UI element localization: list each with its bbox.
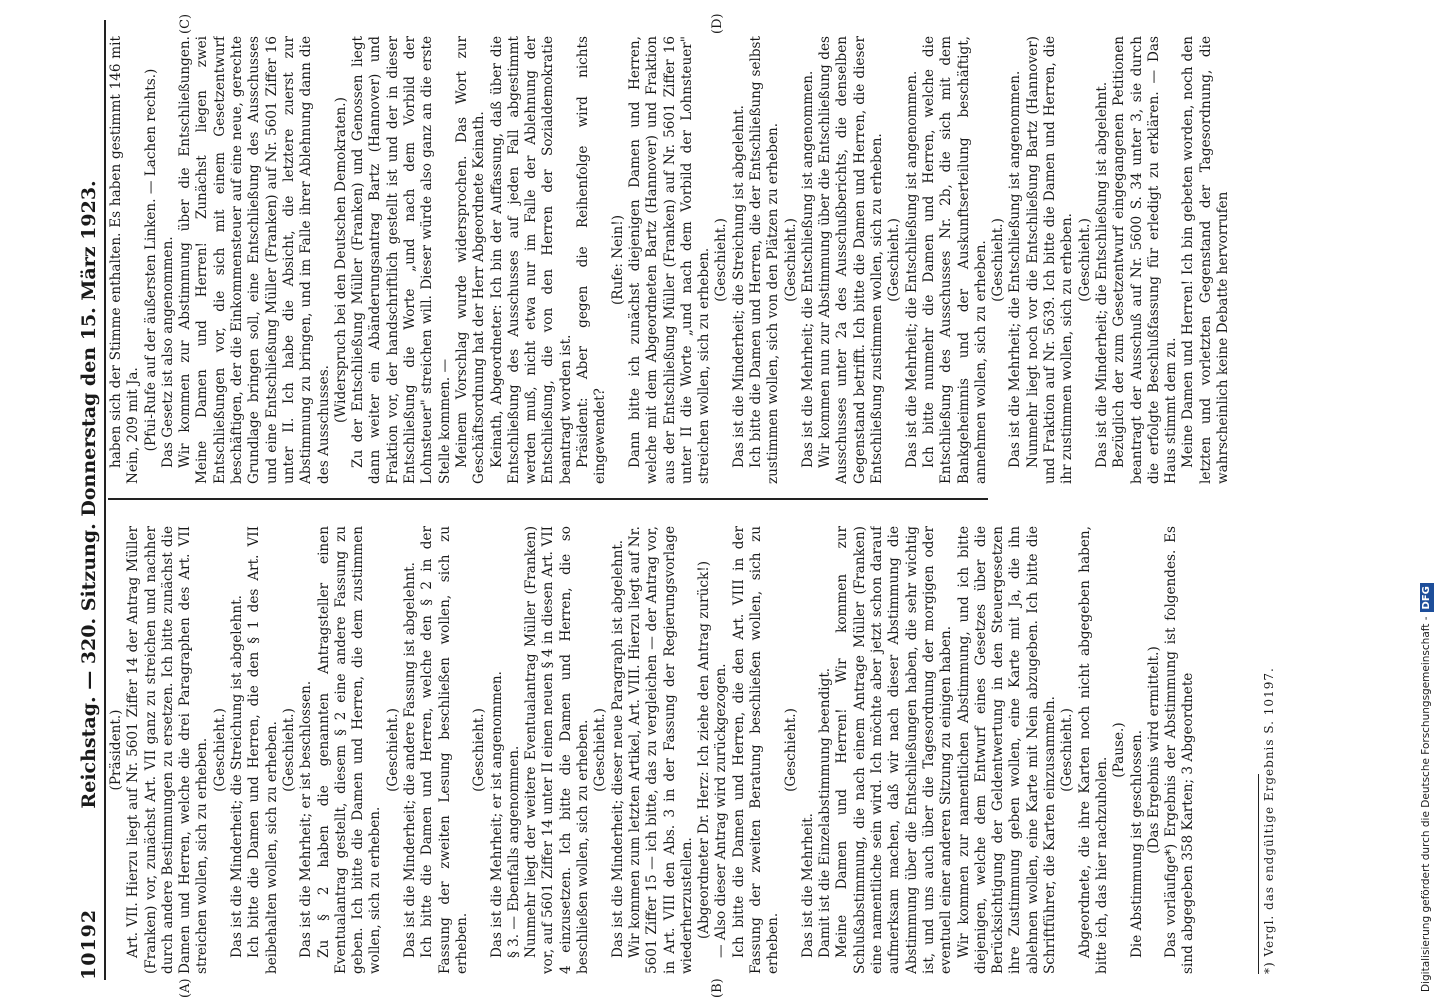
paragraph: Das ist die Minderheit; die andere Fassung ist abgelehnt.: [402, 562, 419, 958]
paragraph: Das ist die Minderheit; die Entschließung ist abgelehnt.: [1093, 81, 1110, 468]
paragraph: (Widerspruch bei den Deutschen Demokraten.): [332, 97, 349, 423]
paragraph: (Geschieht.): [211, 708, 228, 792]
paragraph: (Geschieht.): [592, 708, 609, 792]
paragraph: (Pause.): [1111, 722, 1128, 778]
page-header: [60, 20, 106, 980]
paragraph: Wir kommen zum letzten Artikel, Art. VIII. Hierzu liegt auf Nr. 5601 Ziffer 15 — ich bitte, das zu vergleichen — der Antrag vor, in Art. VIII den Abs. 3 in der Fassung der Regierungsvorlage wiederherzustellen.: [626, 526, 695, 974]
paragraph: (Geschieht.): [782, 218, 799, 302]
paragraph: Meine Damen und Herren! Ich bin gebeten worden, noch den letzten und vorletzten Gegenstand der Tagesordnung, die wahrscheinlich keine Debatte hervorrufen: [1180, 36, 1231, 484]
paragraph: Das ist die Mehrheit; die Entschließung ist angenommen.: [799, 70, 816, 468]
margin-marker-b: (B): [710, 978, 725, 998]
paragraph: Art. VII. Hierzu liegt auf Nr. 5601 Ziffer 14 der Antrag Müller (Franken) vor, zunächst Art. VII ganz zu streichen und nachher durch andere Bestimmungen zu ersetzen. Ich bitte zunächst die Damen und Herren, welche die drei Paragraphen des Art. VII streichen wollen, sich zu erheben.: [125, 526, 211, 974]
paragraph: (Geschieht.): [384, 708, 401, 792]
paragraph: (Geschieht.): [471, 708, 488, 792]
running-title: Reichstag. — 320. Sitzung. Donnerstag den 15. März 1923.: [78, 180, 100, 809]
paragraph: Das ist die Mehrheit; die Entschließung ist angenommen.: [903, 70, 920, 468]
paragraph: Wir kommen zur Abstimmung über die Entschließungen. Meine Damen und Herren! Zunächst liegen zwei Entschließungen vor, die sich mit einem Gesetzentwurf beschäftigen, der die Einkommensteuer auf eine neue, gerechte Grundlage bringen soll, eine Entschließung des Ausschusses und eine Entschließung Müller (Franken) auf Nr. 5601 Ziffer 16 unter II. Ich habe die Absicht, die letztere zuerst zur Abstimmung zu bringen, und im Falle ihrer Ablehnung dann die des Ausschusses.: [177, 36, 332, 484]
digitization-credit: [1418, 8, 1434, 992]
paragraph: (Rufe: Nein!): [609, 214, 626, 306]
paragraph: Das ist die Mehrheit; die Entschließung ist angenommen.: [1007, 70, 1024, 468]
paragraph: haben sich der Stimme enthalten. Es haben gestimmt 146 mit Nein, 209 mit Ja.: [108, 36, 142, 484]
paragraph: Ich bitte nunmehr die Damen und Herren, welche die Entschließung des Ausschusses Nr. 2b, die sich mit dem Bankgeheimnis und der Auskunftserteilung beschäftigt, annehmen wollen, sich zu erheben.: [920, 36, 989, 484]
paragraph: Dann bitte ich zunächst diejenigen Damen und Herren, welche mit dem Abgeordneten Bartz (Hannover) und Fraktion aus der Entschließung Müller (Franken) auf Nr. 5601 Ziffer 16 unter II die Worte „und nach dem Vorbild der Lohnsteuer" streichen wollen, sich zu erheben.: [626, 36, 713, 484]
paragraph: Das vorläufige*) Ergebnis der Abstimmung ist folgendes. Es sind abgegeben 358 Karten; 3 Abgeordnete: [1163, 526, 1197, 974]
paragraph: Das ist die Minderheit; dieser neue Paragraph ist abgelehnt.: [609, 539, 626, 958]
paragraph: Nunmehr liegt noch vor die Entschließung Bartz (Hannover) und Fraktion auf Nr. 5639. Ich bitte die Damen und Herren, die ihr zustimmen wollen, sich zu erheben.: [1024, 36, 1076, 484]
margin-marker-d: (D): [710, 13, 725, 34]
paragraph: Das ist die Minderheit; die Streichung ist abgelehnt.: [229, 595, 246, 958]
paragraph: Das ist die Mehrheit.: [799, 813, 816, 958]
margin-marker-c: (C): [178, 13, 193, 34]
paragraph: (Das Ergebnis wird ermittelt.): [1145, 646, 1162, 854]
left-column: [108, 526, 1286, 974]
paragraph: Das ist die Mehrheit; er ist beschlossen.: [298, 680, 315, 958]
dfg-logo: DFG: [1420, 583, 1434, 612]
paragraph: Ich bitte die Damen und Herren, die der Entschließung selbst zustimmen wollen, sich von den Plätzen zu erheben.: [747, 36, 782, 484]
paragraph: Das ist die Minderheit; die Streichung ist abgelehnt.: [730, 105, 747, 468]
paragraph: Bezüglich der zum Gesetzentwurf eingegangenen Petitionen beantragt der Ausschuß auf Nr. 5600 S. 34 unter 3, sie durch die erfolgte Beschlußfassung für erledigt zu erklären. — Das Haus stimmt dem zu.: [1111, 36, 1180, 484]
paragraph: (Geschieht.): [280, 708, 297, 792]
paragraph: (Präsident.): [108, 709, 124, 791]
paragraph: Zu der Entschließung Müller (Franken) und Genossen liegt dann weiter ein Abänderungsantrag Bartz (Hannover) und Fraktion vor, der handschriftlich gestellt ist und der in dieser Entschließung die Worte „und nach dem Vorbild der Lohnsteuer" streichen will. Dieser würde also ganz an die erste Stelle kommen. —: [350, 36, 453, 484]
paragraph: Ich bitte die Damen und Herren, die den § 1 des Art. VII beibehalten wollen, sich zu erheben.: [246, 526, 280, 974]
paragraph: Ich bitte die Damen und Herren, welche den § 2 in der Fassung der zweiten Lesung beschließen wollen, sich zu erheben.: [419, 526, 470, 974]
document-page: [50, 0, 1350, 1000]
paragraph: — Also dieser Antrag wird zurückgezogen.: [713, 663, 730, 958]
paragraph: Meine Damen und Herren! Wir kommen zur Schlußabstimmung, die nach einem Antrage Müller (Franken) eine namentliche sein wird. Ich möchte aber jetzt schon darauf aufmerksam machen, daß wir nach dieser Abstimmung die Abstimmung über die Entschließungen haben, die sehr wichtig ist, und uns auch über die Tagesordnung der morgigen oder eventuell einer anderen Sitzung zu einigen haben.: [834, 526, 955, 974]
credit-text: Digitalisierung gefördert durch die Deutsche Forschungsgemeinschaft -: [1420, 616, 1432, 992]
paragraph: Nunmehr liegt der weitere Eventualantrag Müller (Franken) vor, auf 5601 Ziffer 14 unter II einen neuen § 4 in diesen Art. VII 4 einzusetzen. Ich bitte die Damen und Herren, die so beschließen wollen, sich zu erheben.: [523, 526, 592, 974]
footnote: *) Vergl. das endgültige Ergebnis S. 10197.: [1262, 667, 1276, 974]
paragraph: Damit ist die Einzelabstimmung beendigt.: [817, 667, 834, 958]
margin-marker-a: (A): [178, 978, 193, 998]
paragraph: (Abgeordneter Dr. Herz: Ich ziehe den Antrag zurück!): [696, 560, 713, 940]
paragraph: Ich bitte die Damen und Herren, die den Art. VIII in der Fassung der zweiten Beratung beschließen wollen, sich zu erheben.: [730, 526, 782, 974]
right-column: [108, 36, 1286, 484]
paragraph: (Geschieht.): [1059, 708, 1076, 792]
paragraph: Wir kommen nun zur Abstimmung über die Entschließung des Ausschusses unter 2a des Ausschußberichts, die denselben Gegenstand betrifft. Ich bitte die Damen und Herren, die dieser Entschließung zustimmen wollen, sich zu erheben.: [817, 36, 886, 484]
paragraph: Präsident: Aber gegen die Reihenfolge wird nichts eingewendet?: [575, 36, 609, 484]
paragraph: Wir kommen zur namentlichen Abstimmung, und ich bitte diejenigen, welche dem Entwurf eines Gesetzes über die Berücksichtigung der Geldentwertung in den Steuergesetzen ihre Zustimmung geben wollen, eine Karte mit Ja, die ihn ablehnen wollen, eine Karte mit Nein abzugeben. Ich bitte die Schriftführer, die Karten einzusammeln.: [955, 526, 1059, 974]
paragraph: § 3. — Ebenfalls angenommen.: [505, 745, 522, 958]
paragraph: Das ist die Mehrheit; er ist angenommen.: [488, 671, 505, 958]
paragraph: (Geschieht.): [1076, 218, 1093, 302]
paragraph: Meinem Vorschlag wurde widersprochen. Das Wort zur Geschäftsordnung hat der Herr Abgeordnete Keinath.: [453, 36, 488, 484]
paragraph: Abgeordnete, die ihre Karten noch nicht abgegeben haben, bitte ich, das hier nachzuholen.: [1076, 526, 1110, 974]
paragraph: (Geschieht.): [713, 218, 730, 302]
paragraph: Die Abstimmung ist geschlossen.: [1128, 729, 1145, 958]
paragraph: (Geschieht.): [990, 218, 1007, 302]
paragraph: Keinath, Abgeordneter: Ich bin der Auffassung, daß über die Entschließung des Ausschusses auf jeden Fall abgestimmt werden muß, nicht etwa nur im Falle der Ablehnung der Entschließung, die von den Herren der Sozialdemokratie beantragt worden ist.: [488, 36, 574, 484]
paragraph: (Geschieht.): [886, 218, 903, 302]
paragraph: Zu § 2 haben die genannten Antragsteller einen Eventualantrag gestellt, diesem § 2 eine andere Fassung zu geben. Ich bitte die Damen und Herren, die dem zustimmen wollen, sich zu erheben.: [315, 526, 384, 974]
paragraph: Das Gesetz ist also angenommen.: [159, 236, 176, 468]
page-number: 10192: [78, 908, 100, 980]
footnote-rule: [1258, 774, 1259, 974]
column-divider: [108, 498, 988, 500]
paragraph: (Geschieht.): [782, 708, 799, 792]
paragraph: (Pfui-Rufe auf der äußersten Linken. — Lachen rechts.): [142, 68, 159, 452]
